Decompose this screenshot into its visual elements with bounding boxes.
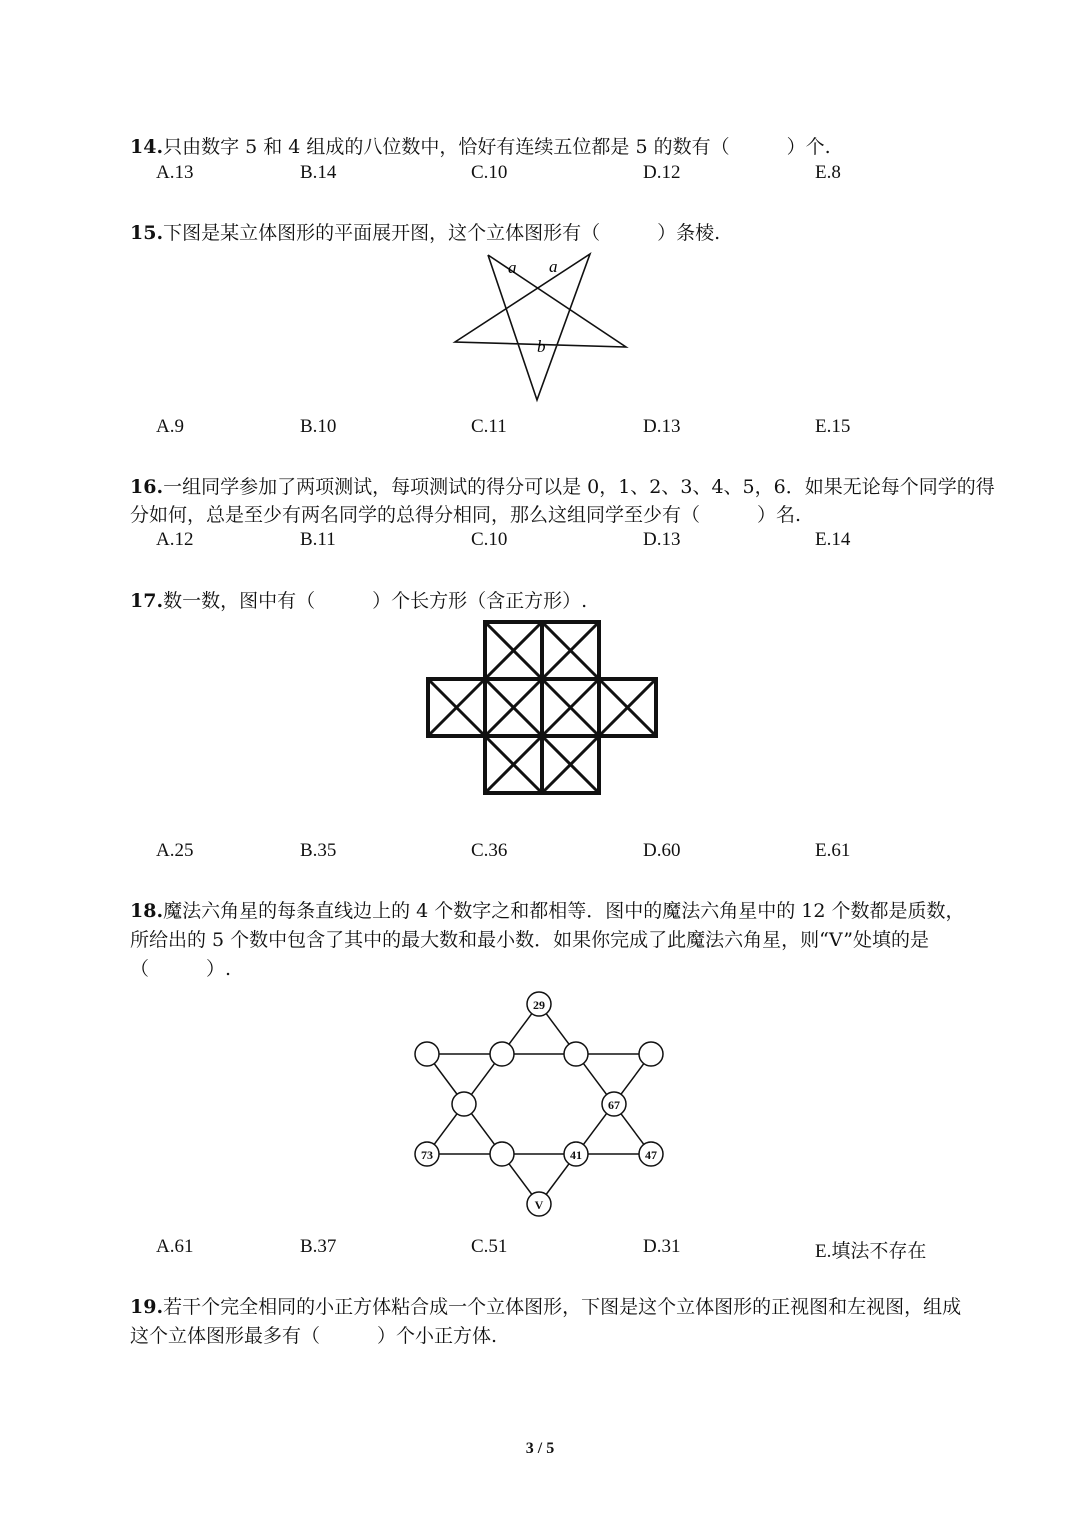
star-node-empty xyxy=(639,1042,663,1066)
option-b: B.37 xyxy=(300,1236,337,1257)
question-number: 15. xyxy=(130,222,164,244)
option-c: C.10 xyxy=(471,162,508,183)
option-b: B.11 xyxy=(300,529,336,550)
option-b: B.14 xyxy=(300,162,337,183)
option-d: D.60 xyxy=(643,840,681,861)
star-value-bottom-right: 47 xyxy=(645,1148,657,1162)
option-a: A.13 xyxy=(156,162,194,183)
label-b: b xyxy=(537,337,546,356)
option-c: C.11 xyxy=(471,416,507,437)
option-c: C.51 xyxy=(471,1236,508,1257)
star-line xyxy=(539,1054,651,1204)
option-d: D.13 xyxy=(643,416,681,437)
option-a: A.12 xyxy=(156,529,194,550)
question-17-options xyxy=(0,840,1080,866)
option-e: E.8 xyxy=(815,162,841,183)
star-node-empty xyxy=(415,1042,439,1066)
question-text: 这个立体图形最多有（ ）个小正方体. xyxy=(130,1325,498,1347)
question-number: 17. xyxy=(130,590,164,612)
option-b: B.10 xyxy=(300,416,337,437)
question-text: 只由数字 5 和 4 组成的八位数中，恰好有连续五位都是 5 的数有（ ）个. xyxy=(163,136,831,158)
option-e: E.61 xyxy=(815,840,851,861)
question-18-line-2 xyxy=(130,925,929,952)
page-number: 3 / 5 xyxy=(525,1440,555,1457)
option-d: D.31 xyxy=(643,1236,681,1257)
question-16-line-2 xyxy=(130,500,801,527)
star-value-right-mid: 67 xyxy=(608,1098,620,1112)
cross-grid-figure xyxy=(426,620,661,798)
question-18-options xyxy=(0,1236,1080,1262)
option-a: A.61 xyxy=(156,1236,194,1257)
star-value-bottom: V xyxy=(534,1198,544,1212)
grid-cells xyxy=(428,622,656,793)
question-16-line-1 xyxy=(130,472,995,499)
question-text: 魔法六角星的每条直线边上的 4 个数字之和都相等．图中的魔法六角星中的 12 个数都是质数， xyxy=(163,900,965,922)
question-text: 所给出的 5 个数中包含了其中的最大数和最小数．如果你完成了此魔法六角星，则“V”处填的是 xyxy=(130,929,930,951)
pentagram-outline xyxy=(455,254,626,400)
question-text: 若干个完全相同的小正方体粘合成一个立体图形，下图是这个立体图形的正视图和左视图，组成 xyxy=(163,1296,962,1318)
option-a: A.25 xyxy=(156,840,194,861)
magic-hexagram-figure xyxy=(400,985,680,1220)
question-15-options xyxy=(0,416,1080,442)
option-d: D.12 xyxy=(643,162,681,183)
label-a-right: a xyxy=(549,257,558,276)
question-number: 18. xyxy=(130,900,164,922)
option-a: A.9 xyxy=(156,416,184,437)
star-node-empty xyxy=(564,1042,588,1066)
star-node-empty xyxy=(490,1142,514,1166)
question-text: 分如何，总是至少有两名同学的总得分相同，那么这组同学至少有（ ）名. xyxy=(130,504,802,526)
question-14-line-1 xyxy=(130,132,831,159)
option-d: D.13 xyxy=(643,529,681,550)
option-e: E.15 xyxy=(815,416,851,437)
star-value-bottom-inner: 41 xyxy=(570,1148,582,1162)
question-text: 一组同学参加了两项测试，每项测试的得分可以是 0，1、2、3、4、5，6．如果无论每个同学的得 xyxy=(163,476,995,498)
question-18-line-1 xyxy=(130,896,965,923)
question-number: 16. xyxy=(130,476,164,498)
question-19-line-1 xyxy=(130,1292,961,1319)
question-text: 数一数，图中有（ ）个长方形（含正方形）. xyxy=(163,590,588,612)
star-node-empty xyxy=(452,1092,476,1116)
star-value-bottom-left: 73 xyxy=(421,1148,433,1162)
question-18-line-3 xyxy=(130,954,231,981)
question-19-line-2 xyxy=(130,1321,497,1348)
question-number: 14. xyxy=(130,136,164,158)
question-17-line-1 xyxy=(130,586,587,613)
option-c: C.36 xyxy=(471,840,508,861)
star-line xyxy=(427,1004,539,1154)
star-value-top: 29 xyxy=(533,998,545,1012)
question-text: （ ）. xyxy=(130,958,232,980)
question-15-line-1 xyxy=(130,218,720,245)
pentagram-net-figure xyxy=(440,245,640,410)
option-c: C.10 xyxy=(471,529,508,550)
question-14-options xyxy=(0,162,1080,188)
question-16-options xyxy=(0,529,1080,555)
option-b: B.35 xyxy=(300,840,337,861)
star-line xyxy=(427,1054,539,1204)
star-line xyxy=(539,1004,651,1154)
star-node-empty xyxy=(490,1042,514,1066)
label-a-left: a xyxy=(508,258,517,277)
question-number: 19. xyxy=(130,1296,164,1318)
option-e: E.14 xyxy=(815,529,851,550)
question-text: 下图是某立体图形的平面展开图，这个立体图形有（ ）条棱. xyxy=(163,222,721,244)
option-e: E.填法不存在 xyxy=(815,1241,927,1262)
